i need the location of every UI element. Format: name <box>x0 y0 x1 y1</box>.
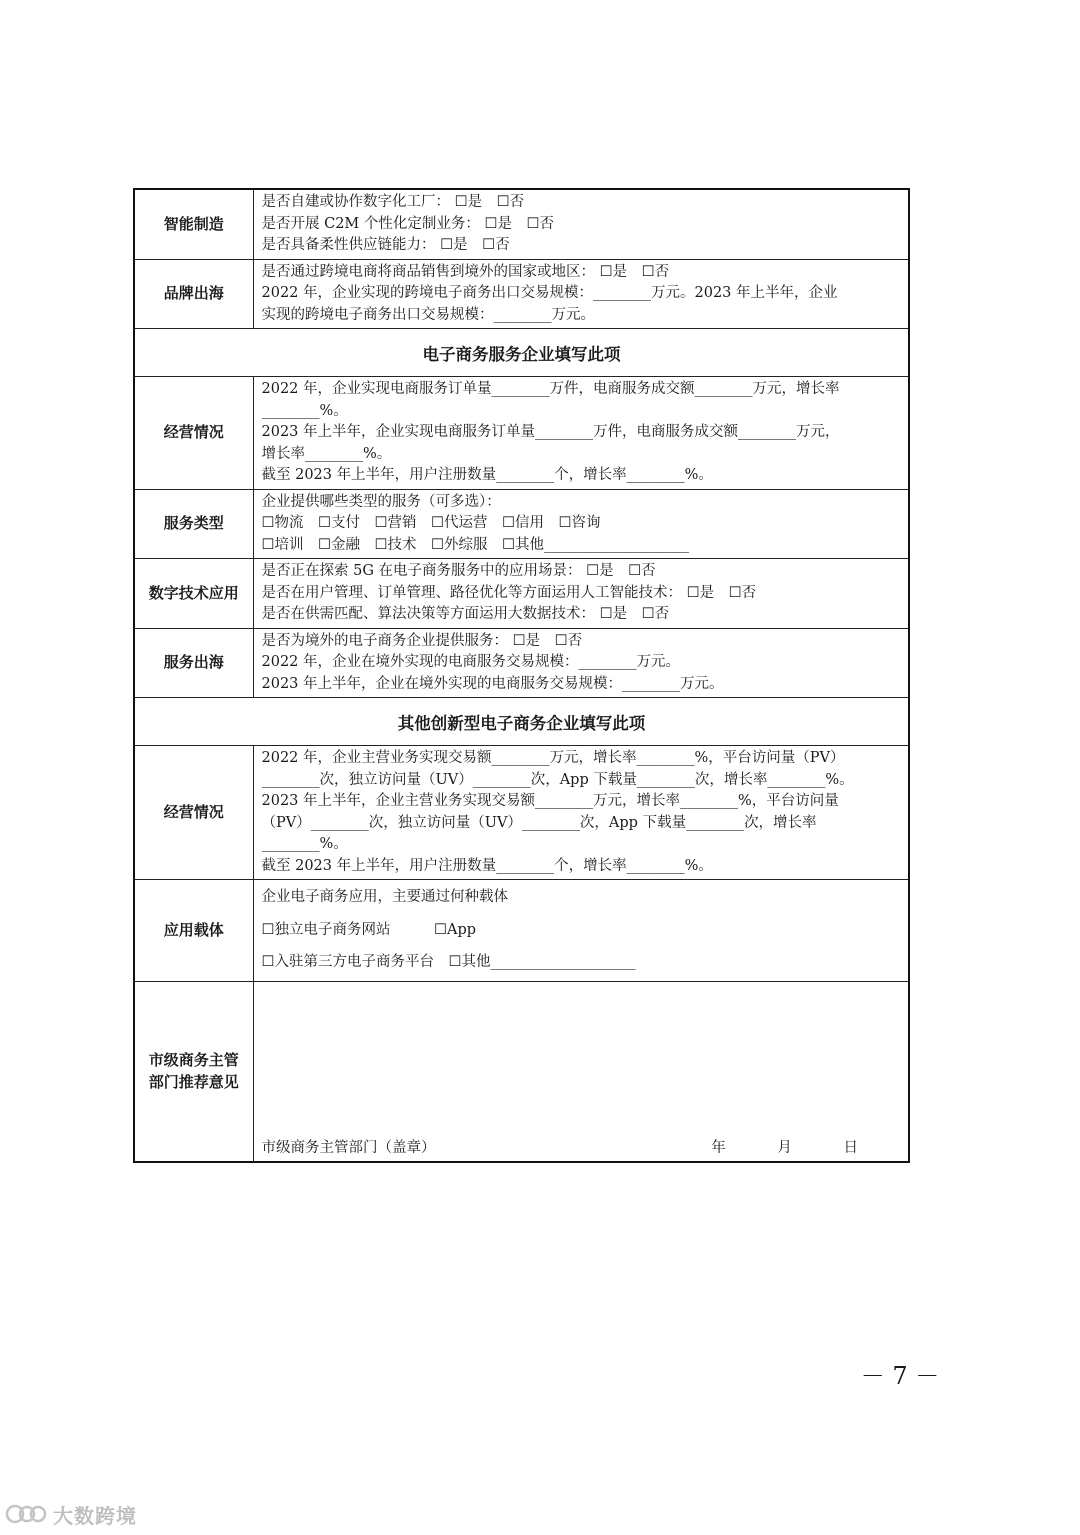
field-cross-border-sales[interactable]: 是否通过跨境电商将商品销售到境外的国家或地区： ☐是 ☐否 <box>261 263 670 280</box>
field-service-types-row2[interactable]: ☐培训 ☐金融 ☐技术 ☐外综服 ☐其他____________________ <box>261 536 689 553</box>
field-carrier-row1[interactable]: ☐独立电子商务网站 ☐App <box>261 921 477 938</box>
field-digital-factory[interactable]: 是否自建或协作数字化工厂： ☐是 ☐否 <box>261 194 525 210</box>
field-innovative-2022-b[interactable]: ________次，独立访问量（UV）________次，App 下载量________次，增长率________%。 <box>261 771 854 788</box>
row-innovative-operations <box>134 746 909 880</box>
content-service-types <box>253 489 909 559</box>
label-recommendation <box>134 982 253 1162</box>
row-service-operations <box>134 377 909 490</box>
field-overseas-service[interactable]: 是否为境外的电子商务企业提供服务： ☐是 ☐否 <box>261 632 583 649</box>
field-service-2023[interactable]: 2023 年上半年，企业实现电商服务订单量________万件，电商服务成交额________万元， <box>261 424 840 440</box>
label-service-operations: 经营情况 <box>134 377 253 490</box>
field-5g[interactable]: 是否正在探索 5G 在电子商务服务中的应用场景： ☐是 ☐否 <box>261 563 656 579</box>
field-innovative-2022-a[interactable]: 2022 年，企业主营业务实现交易额________万元，增长率________%，平台访问量（PV） <box>261 750 845 766</box>
row-service-overseas <box>134 628 909 698</box>
label-service-overseas: 服务出海 <box>134 628 253 698</box>
label-service-types: 服务类型 <box>134 489 253 559</box>
field-innovative-users[interactable]: 截至 2023 年上半年，用户注册数量________个，增长率________%。 <box>261 857 713 874</box>
row-digital-tech <box>134 559 909 629</box>
field-service-users[interactable]: 截至 2023 年上半年，用户注册数量________个，增长率________%。 <box>261 467 713 483</box>
signature-line <box>254 1136 909 1161</box>
label-app-carrier: 应用载体 <box>134 880 253 982</box>
watermark <box>5 1498 137 1530</box>
field-overseas-2022[interactable]: 2022 年，企业在境外实现的电商服务交易规模：________万元。 <box>261 654 681 670</box>
content-brand-overseas <box>253 259 909 329</box>
row-brand-overseas <box>134 259 909 329</box>
content-service-operations <box>253 377 909 490</box>
field-service-2022-growth[interactable]: ________%。 <box>261 402 348 419</box>
row-smart-manufacturing <box>134 189 909 259</box>
section-header-service: 电子商务服务企业填写此项 <box>134 329 909 377</box>
field-service-2023-growth[interactable]: 增长率________%。 <box>261 445 392 462</box>
field-carrier-prompt: 企业电子商务应用，主要通过何种载体 <box>261 889 508 906</box>
field-innovative-2023-a[interactable]: 2023 年上半年，企业主营业务实现交易额________万元，增长率________%，平台访问量 <box>261 793 839 809</box>
application-form-table <box>133 188 910 1163</box>
watermark-text: 大数跨境 <box>53 1503 137 1528</box>
field-ai[interactable]: 是否在用户管理、订单管理、路径优化等方面运用人工智能技术： ☐是 ☐否 <box>261 584 757 601</box>
row-recommendation <box>134 982 909 1162</box>
field-service-2022[interactable]: 2022 年，企业实现电商服务订单量________万件，电商服务成交额________万元，增长率 <box>261 381 840 397</box>
row-service-types <box>134 489 909 559</box>
watermark-logo-icon <box>5 1500 49 1528</box>
label-recommendation-text: 市级商务主管部门推荐意见 <box>148 1051 239 1092</box>
content-smart-manufacturing <box>253 189 909 259</box>
row-app-carrier <box>134 880 909 982</box>
signature-date <box>664 1136 858 1157</box>
label-smart-manufacturing: 智能制造 <box>134 189 253 259</box>
field-flexible-supply-chain[interactable]: 是否具备柔性供应链能力： ☐是 ☐否 <box>261 237 510 253</box>
label-digital-tech: 数字技术应用 <box>134 559 253 629</box>
field-service-types-prompt: 企业提供哪些类型的服务（可多选）： <box>261 493 501 510</box>
content-digital-tech <box>253 559 909 629</box>
field-export-2023[interactable]: 实现的跨境电子商务出口交易规模：________万元。 <box>261 306 595 323</box>
field-c2m-customization[interactable]: 是否开展 C2M 个性化定制业务： ☐是 ☐否 <box>261 215 554 232</box>
signature-label: 市级商务主管部门（盖章） <box>261 1139 436 1156</box>
section-header-innovative: 其他创新型电子商务企业填写此项 <box>134 698 909 746</box>
content-app-carrier <box>253 880 909 982</box>
field-innovative-2023-c[interactable]: ________%。 <box>261 836 348 852</box>
label-innovative-operations: 经营情况 <box>134 746 253 880</box>
field-service-types-row1[interactable]: ☐物流 ☐支付 ☐营销 ☐代运营 ☐信用 ☐咨询 <box>261 515 601 531</box>
field-innovative-2023-b[interactable]: （PV）________次，独立访问量（UV）________次，App 下载量________次，增长率 <box>261 814 817 831</box>
field-export-2022[interactable]: 2022 年，企业实现的跨境电子商务出口交易规模：________万元。2023 年上半年，企业 <box>261 285 838 301</box>
content-recommendation[interactable] <box>253 982 909 1162</box>
date-day: 日 <box>843 1139 858 1156</box>
label-brand-overseas: 品牌出海 <box>134 259 253 329</box>
content-innovative-operations <box>253 746 909 880</box>
page-number: － 7 － <box>860 1362 940 1390</box>
date-year: 年 <box>711 1139 726 1156</box>
field-overseas-2023[interactable]: 2023 年上半年，企业在境外实现的电商服务交易规模：________万元。 <box>261 675 724 692</box>
row-innovative-header <box>134 698 909 746</box>
row-service-header <box>134 329 909 377</box>
date-month: 月 <box>777 1139 792 1156</box>
field-carrier-row2[interactable]: ☐入驻第三方电子商务平台 ☐其他____________________ <box>261 954 636 971</box>
content-service-overseas <box>253 628 909 698</box>
field-big-data[interactable]: 是否在供需匹配、算法决策等方面运用大数据技术： ☐是 ☐否 <box>261 606 670 622</box>
